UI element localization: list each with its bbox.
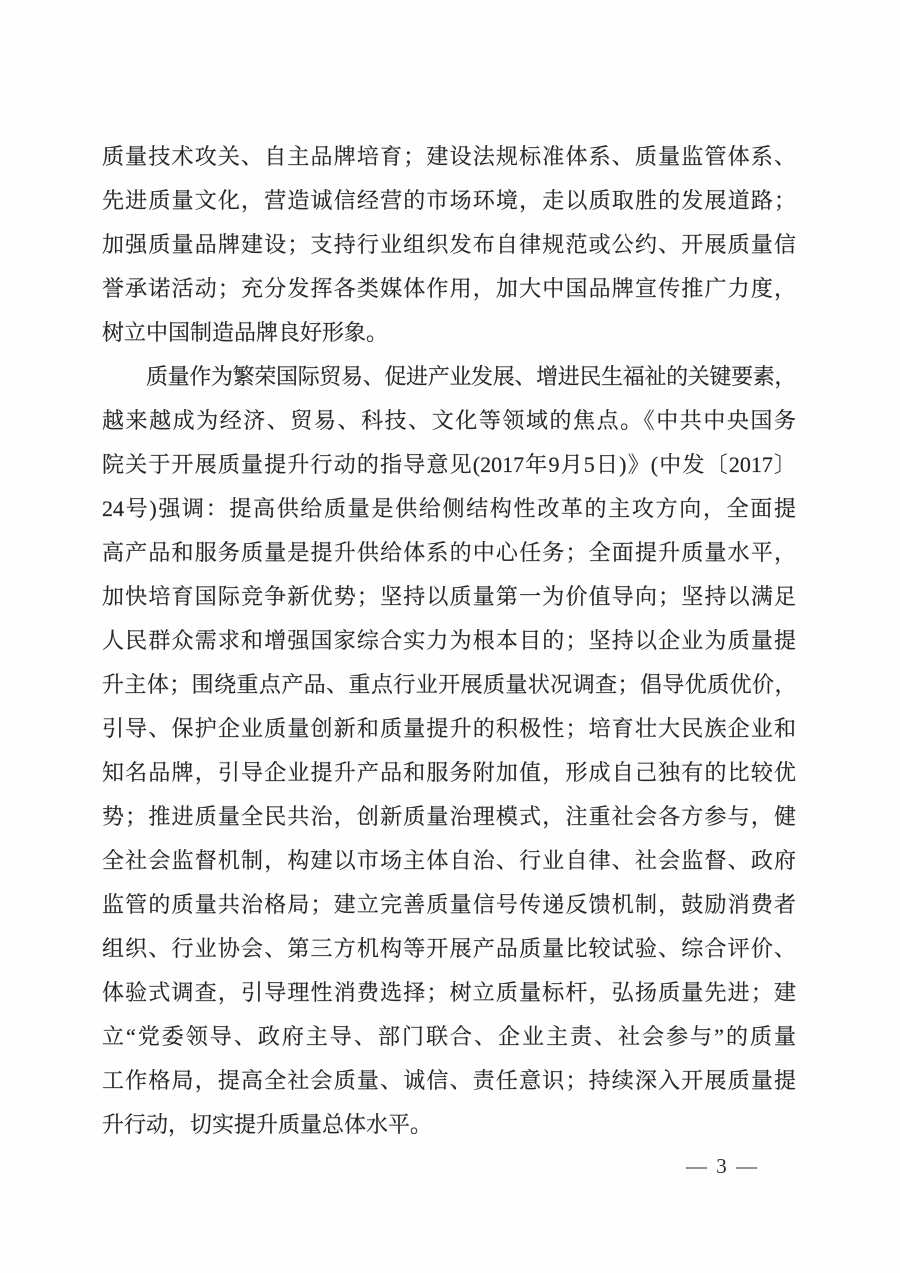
text-line: 院关于开展质量提升行动的指导意见(2017年9月5日)》(中发〔2017〕 [102,452,796,477]
text-line: 誉承诺活动；充分发挥各类媒体作用，加大中国品牌宣传推广力度， [102,276,796,301]
text-line: 升主体；围绕重点产品、重点行业开展质量状况调查；倡导优质优价， [102,672,796,697]
text-line: 监管的质量共治格局；建立完善质量信号传递反馈机制，鼓励消费者 [102,892,796,917]
document-text-block [102,135,796,1147]
text-line: 24号)强调：提高供给质量是供给侧结构性改革的主攻方向，全面提 [102,496,796,521]
text-line: 组织、行业协会、第三方机构等开展产品质量比较试验、综合评价、 [102,936,796,961]
text-line: 人民群众需求和增强国家综合实力为根本目的；坚持以企业为质量提 [102,628,796,653]
text-line: 越来越成为经济、贸易、科技、文化等领域的焦点。《中共中央国务 [102,408,796,433]
text-line: 加强质量品牌建设；支持行业组织发布自律规范或公约、开展质量信 [102,232,796,257]
text-line: 质量技术攻关、自主品牌培育；建设法规标准体系、质量监管体系、 [102,144,796,169]
text-line: 引导、保护企业质量创新和质量提升的积极性；培育壮大民族企业和 [102,716,796,741]
text-line: 树立中国制造品牌良好形象。 [102,320,389,345]
text-line: 高产品和服务质量是提升供给体系的中心任务；全面提升质量水平， [102,540,796,565]
text-line: 质量作为繁荣国际贸易、促进产业发展、增进民生福祉的关键要素， [146,364,796,389]
text-line: 先进质量文化，营造诚信经营的市场环境，走以质取胜的发展道路； [102,188,796,213]
text-line: 知名品牌，引导企业提升产品和服务附加值，形成自己独有的比较优 [102,760,796,785]
text-line: 加快培育国际竞争新优势；坚持以质量第一为价值导向；坚持以满足 [102,584,796,609]
page-number: — 3 — [686,1154,759,1178]
text-line: 势；推进质量全民共治，创新质量治理模式，注重社会各方参与，健 [102,804,796,829]
text-line: 立“党委领导、政府主导、部门联合、企业主责、社会参与”的质量 [102,1024,796,1049]
text-line: 工作格局，提高全社会质量、诚信、责任意识；持续深入开展质量提 [102,1068,796,1093]
text-line: 全社会监督机制，构建以市场主体自治、行业自律、社会监督、政府 [102,848,796,873]
text-line: 体验式调查，引导理性消费选择；树立质量标杆，弘扬质量先进；建 [102,980,796,1005]
text-line: 升行动，切实提升质量总体水平。 [102,1112,433,1137]
